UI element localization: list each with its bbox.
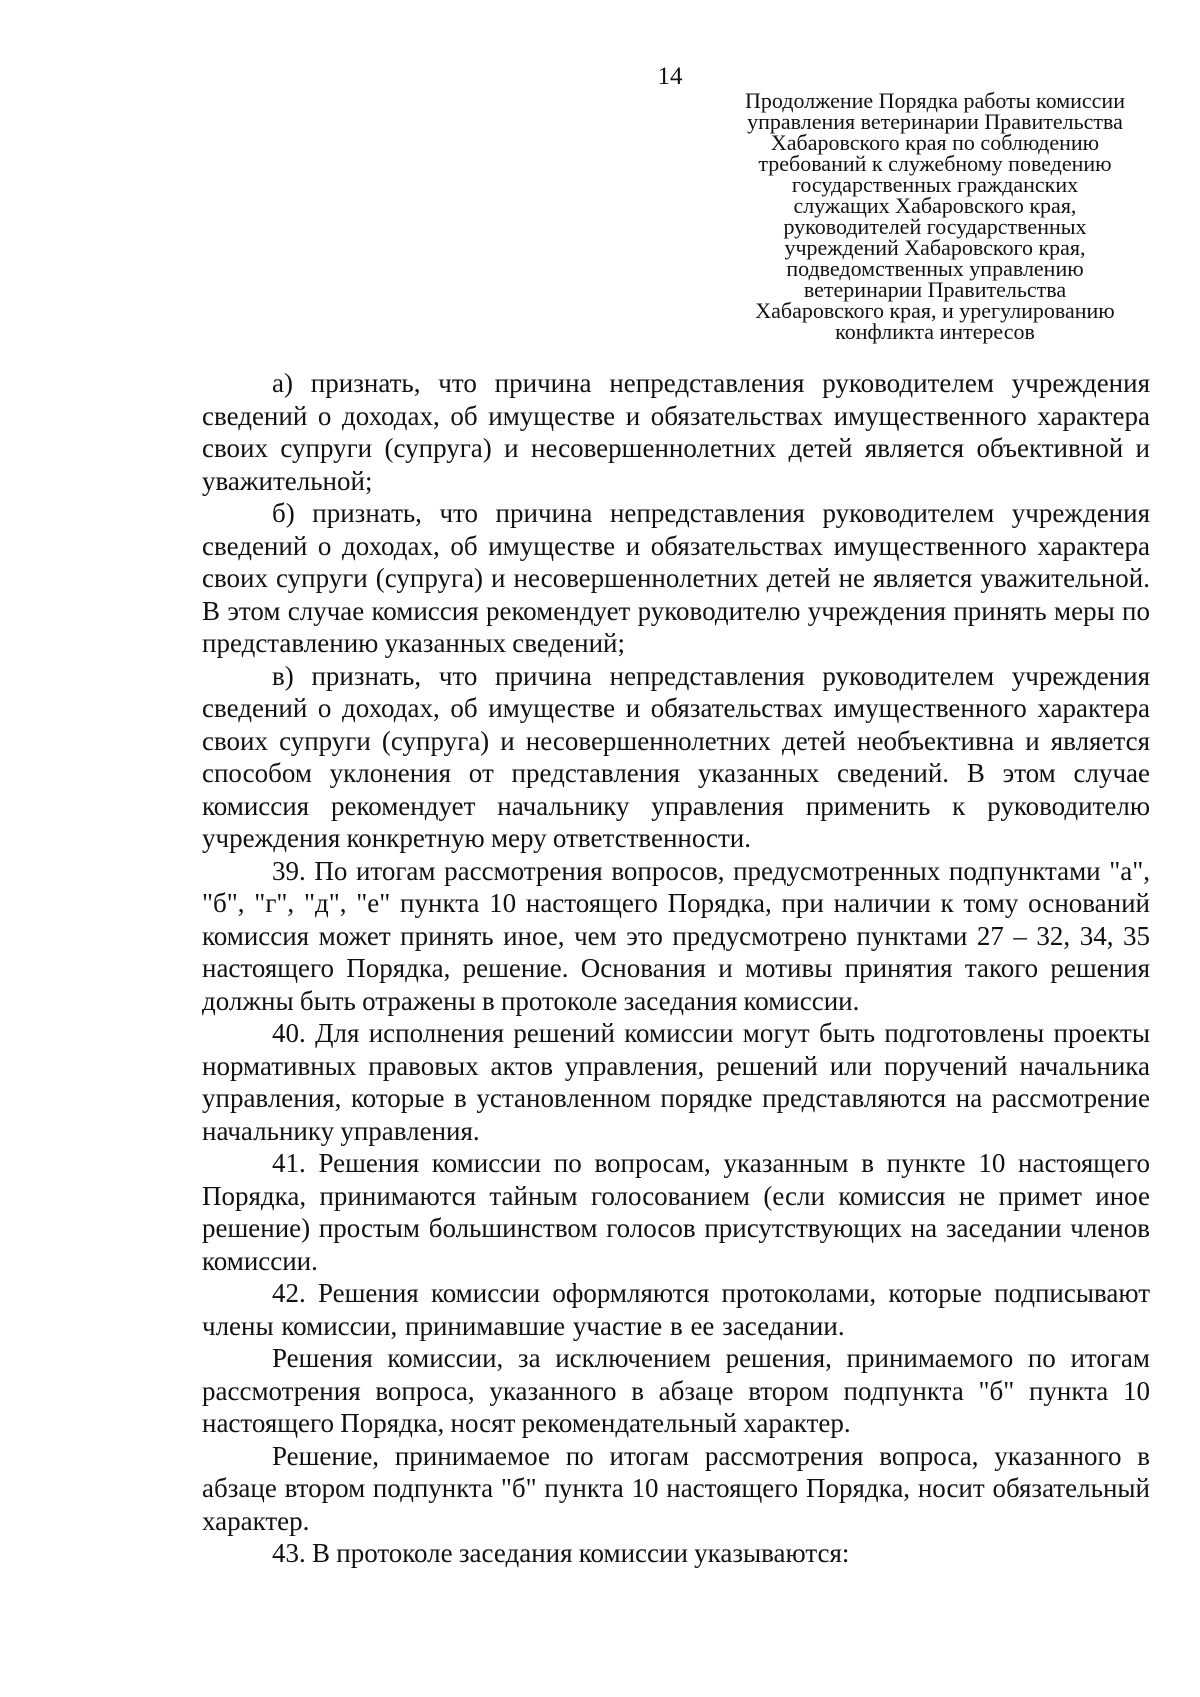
- header-line: подведомственных управлению: [786, 256, 1084, 281]
- paragraph-41: 41. Решения комиссии по вопросам, указанным в пункте 10 настоящего Порядка, принимаются тайным голосованием (если комиссия не примет иное решение) простым большинством голосов присутствующих на заседании членов комиссии.: [202, 1148, 1150, 1276]
- paragraph-43: 43. В протоколе заседания комиссии указываются:: [272, 1538, 850, 1568]
- header-line: требований к служебному поведению: [758, 151, 1112, 176]
- paragraph-42: 42. Решения комиссии оформляются протоколами, которые подписывают члены комиссии, принимавшие участие в ее заседании.: [202, 1278, 1150, 1341]
- paragraph-a: а) признать, что причина непредставления руководителем учреждения сведений о доходах, об имуществе и обязательствах имущественного характера своих супруги (супруга) и несовершеннолетних детей является объективной и уважительной;: [202, 368, 1150, 496]
- paragraph-39: 39. По итогам рассмотрения вопросов, предусмотренных подпунктами "а", "б", "г", "д", "е" пункта 10 настоящего Порядка, при наличии к тому оснований комиссия может принять иное, чем это предусмотрено пунктами 27 – 32, 34, 35 настоящего Порядка, решение. Основания и мотивы принятия такого решения должны быть отражены в протоколе заседания комиссии.: [202, 855, 1150, 1016]
- header-line: Хабаровского края по соблюдению: [770, 130, 1100, 155]
- header-line: государственных гражданских: [791, 172, 1079, 197]
- paragraph-v: в) признать, что причина непредставления руководителем учреждения сведений о доходах, об имуществе и обязательствах имущественного характера своих супруги (супруга) и несовершеннолетних детей необъективна и является способом уклонения от представления указанных сведений. В этом случае комиссия рекомендует начальнику управления применить к руководителю учреждения конкретную меру ответственности.: [202, 660, 1150, 853]
- header-line: Хабаровского края, и урегулированию: [755, 298, 1115, 323]
- header-line: ветеринарии Правительства: [803, 277, 1067, 302]
- header-line: служащих Хабаровского края,: [793, 193, 1077, 218]
- header-line: руководителей государственных: [783, 214, 1087, 239]
- page-number: 14: [657, 63, 683, 90]
- document-body: [202, 367, 1150, 1570]
- document-header-note: [720, 90, 1150, 342]
- paragraph-42-part-2: Решения комиссии, за исключением решения, принимаемого по итогам рассмотрения вопроса, указанного в абзаце втором подпункта "б" пункта 10 настоящего Порядка, носят рекомендательный характер.: [202, 1343, 1150, 1438]
- paragraph-40: 40. Для исполнения решений комиссии могут быть подготовлены проекты нормативных правовых актов управления, решений или поручений начальника управления, которые в установленном порядке представляются на рассмотрение начальнику управления.: [202, 1018, 1150, 1146]
- header-line: учреждений Хабаровского края,: [784, 235, 1086, 260]
- header-line: управления ветеринарии Правительства: [747, 109, 1123, 134]
- header-line: Продолжение Порядка работы комиссии: [745, 88, 1125, 113]
- paragraph-42-part-3: Решение, принимаемое по итогам рассмотрения вопроса, указанного в абзаце втором подпункта "б" пункта 10 настоящего Порядка, носит обязательный характер.: [202, 1440, 1150, 1536]
- header-line: конфликта интересов: [835, 319, 1035, 344]
- paragraph-b: б) признать, что причина непредставления руководителем учреждения сведений о доходах, об имуществе и обязательствах имущественного характера своих супруги (супруга) и несовершеннолетних детей не является уважительной. В этом случае комиссия рекомендует руководителю учреждения принять меры по представлению указанных сведений;: [202, 498, 1150, 658]
